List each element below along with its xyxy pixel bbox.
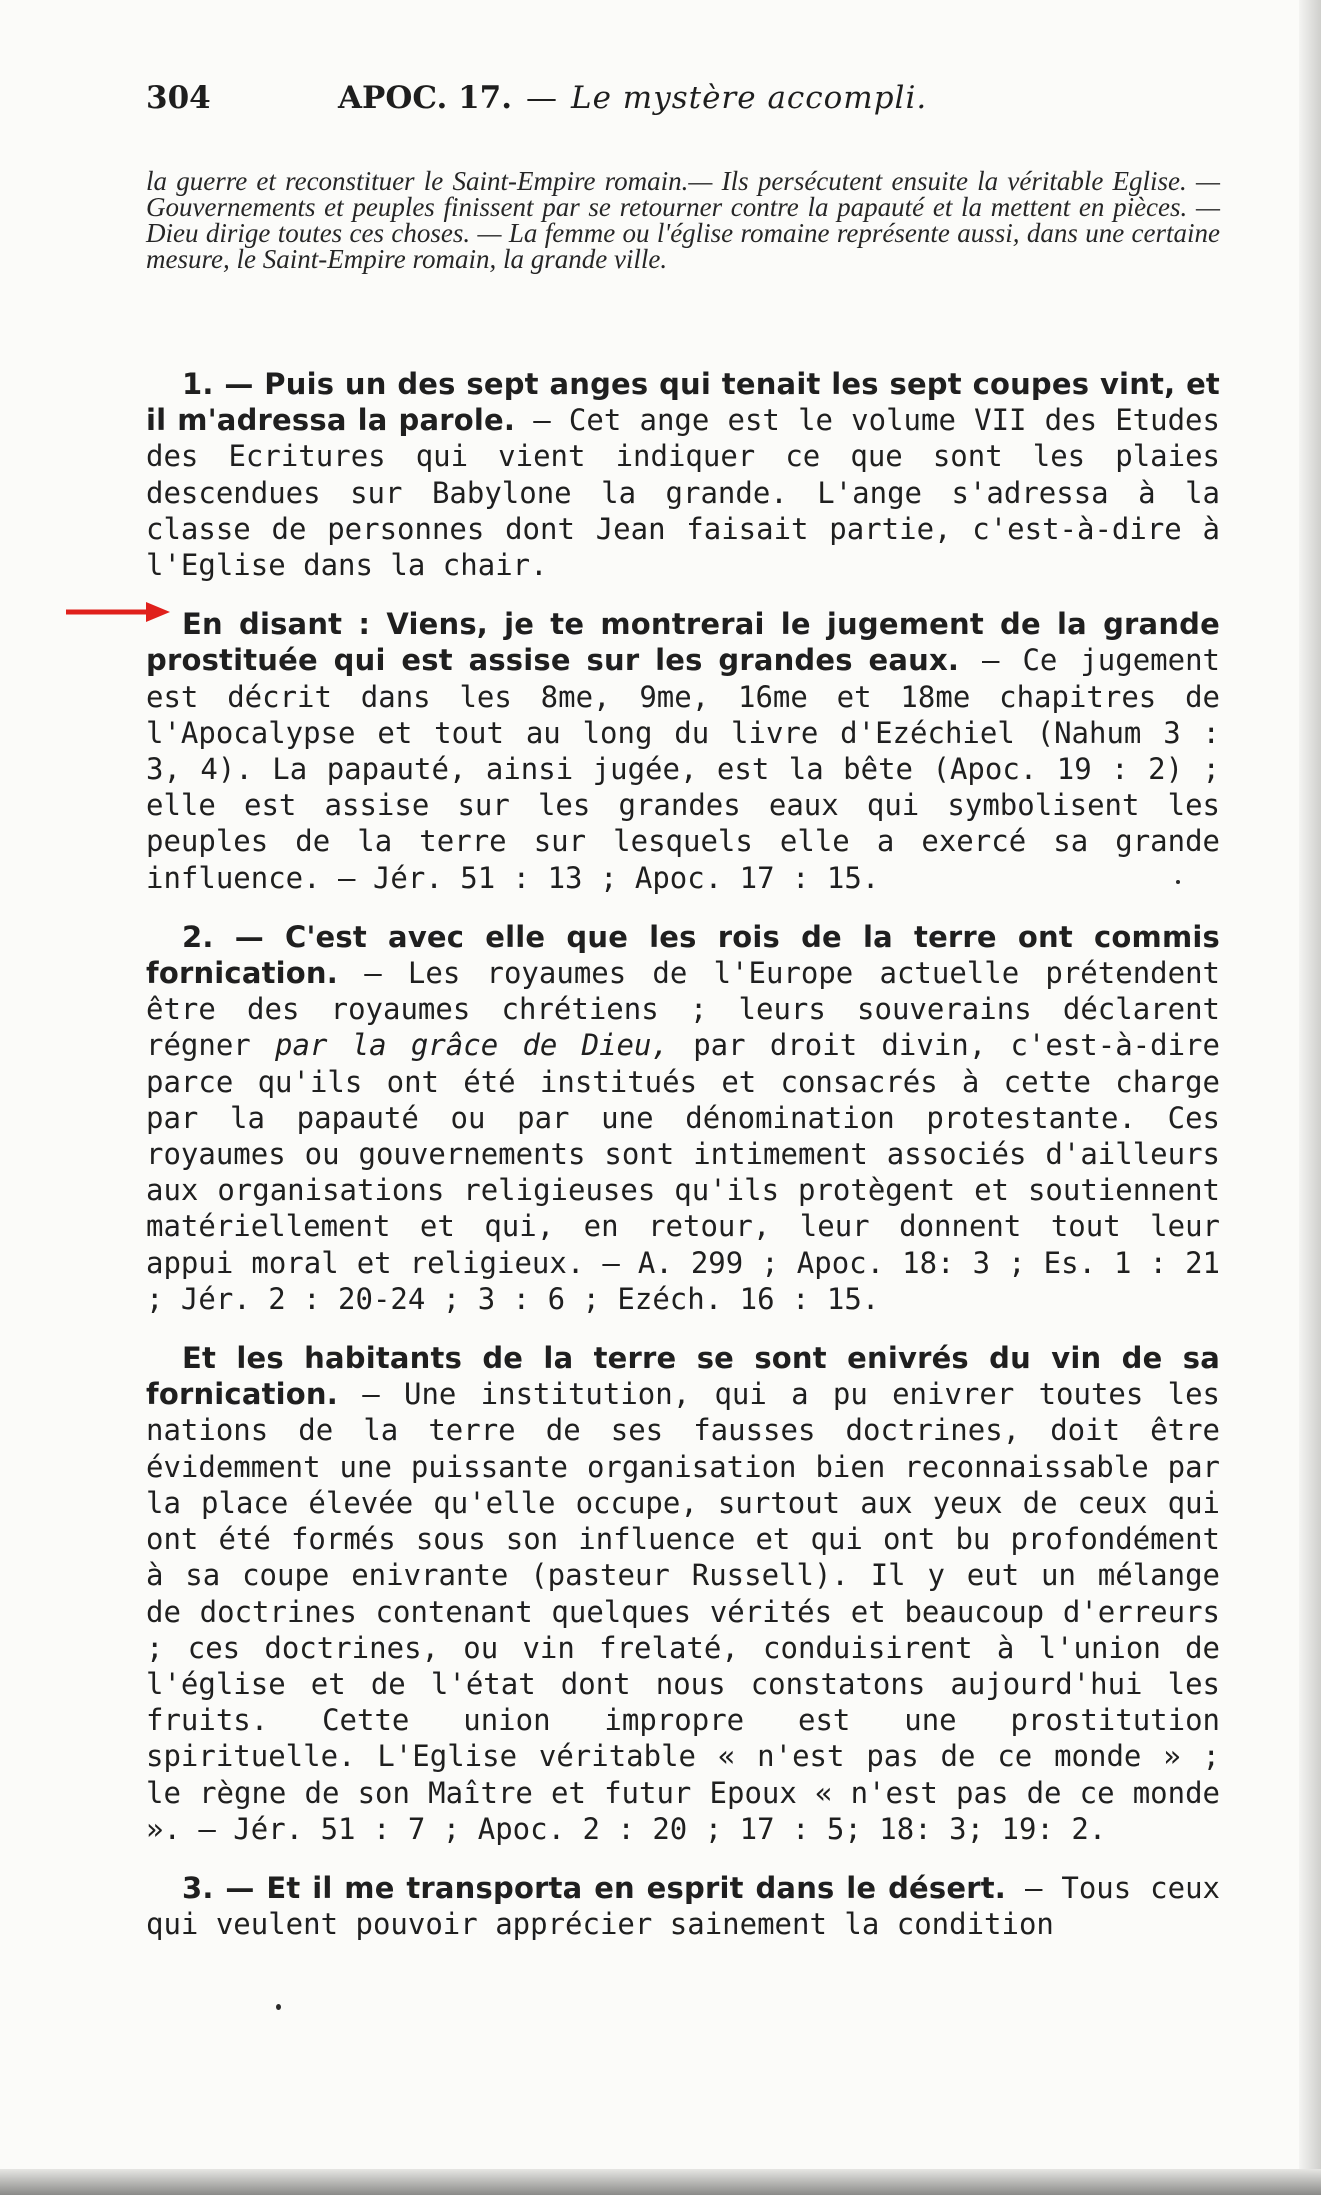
italic-phrase: par la grâce de Dieu, <box>275 1028 669 1063</box>
chapter-summary: la guerre et reconstituer le Saint-Empire romain.— Ils persécutent ensuite la véritable Eglise. — Gouvernements et peuples finissent par se retourner contre la papauté et la mettent en pièces. — Dieu dirige toutes ces choses. — La femme ou l'église romaine représente aussi, dans une certaine mesure, le Saint-Empire romain, la grande ville. <box>146 166 1220 274</box>
ink-speck <box>1176 880 1180 884</box>
page-edge-shadow <box>1299 0 1321 2195</box>
commentary-text: — Ce jugement est décrit dans les 8me, 9me, 16me et 18me chapitres de l'Apocalypse et tout au long du livre d'Ezéchiel (Nahum 3 : 3, 4). La papauté, ainsi jugée, est la bête (Apoc. 19 : 2) ; elle est assise sur les grandes eaux qui symbolisent les peuples de la terre sur lesquels elle a exercé sa grande influence. — Jér. 51 : 13 ; Apoc. 17 : 15. <box>146 643 1220 895</box>
paragraph-verse-2 <box>146 919 1220 1317</box>
chapter-title: Le mystère accompli. <box>571 80 928 116</box>
paragraph-verse-1-continued <box>146 606 1220 896</box>
commentary-text: — Tous ceux qui veulent pouvoir apprécier sainement la condition <box>146 1870 1220 1942</box>
paragraph-verse-1 <box>146 366 1220 583</box>
page-number: 304 <box>146 80 211 116</box>
commentary-text: par droit divin, c'est-à-dire parce qu'ils ont été institués et consacrés à cette charge par la papauté ou par une dénomination protestante. Ces royaumes ou gouvernements sont intimement associés d'ailleurs aux organisations religieuses qu'ils protègent et soutiennent matériellement et qui, en retour, leur donnent tout leur appui moral et religieux. — A. 299 ; Apoc. 18: 3 ; Es. 1 : 21 ; Jér. 2 : 20-24 ; 3 : 6 ; Ezéch. 16 : 15. <box>146 1028 1220 1316</box>
commentary-text: — Cet ange est le volume VII des Etudes des Ecritures qui vient indiquer ce que sont les plaies descendues sur Babylone la grande. L'ange s'adressa à la classe de personnes dont Jean faisait partie, c'est-à-dire à l'Eglise dans la chair. <box>146 403 1220 583</box>
verse-text: Et les habitants de la terre se sont enivrés du vin de sa fornication. <box>146 1341 1220 1412</box>
verse-text: 1. — Puis un des sept anges qui tenait les sept coupes vint, et il m'adressa la parole. <box>146 367 1220 438</box>
paragraph-verse-3 <box>146 1870 1220 1942</box>
book-reference: APOC. 17. <box>338 80 513 116</box>
commentary-body <box>146 366 1220 1942</box>
commentary-text: — Une institution, qui a pu enivrer toutes les nations de la terre de ses fausses doctrines, doit être évidemment une puissante organisation bien reconnaissable par la place élevée qu'elle occupe, surtout aux yeux de ceux qui ont été formés sous son influence et qui ont bu profondément à sa coupe enivrante (pasteur Russell). Il y eut un mélange de doctrines contenant quelques vérités et beaucoup d'erreurs ; ces doctrines, ou vin frelaté, conduisirent à l'union de l'église et de l'état dont nous constatons aujourd'hui les fruits. Cette union impropre est une prostitution spirituelle. L'Eglise véritable « n'est pas de ce monde » ; le règne de son Maître et futur Epoux « n'est pas de ce monde ». — Jér. 51 : 7 ; Apoc. 2 : 20 ; 17 : 5; 18: 3; 19: 2. <box>146 1377 1220 1846</box>
paragraph-verse-2-continued <box>146 1340 1220 1847</box>
verse-text: 3. — Et il me transporta en esprit dans le désert. <box>182 1870 1007 1905</box>
page-bottom-edge <box>0 2169 1321 2195</box>
running-header <box>146 78 1226 118</box>
header-separator: — <box>526 80 558 116</box>
ink-speck <box>276 2004 281 2010</box>
verse-text: 2. — C'est avec elle que les rois de la terre ont commis fornication. <box>146 919 1220 991</box>
running-title <box>338 78 927 118</box>
verse-text: En disant : Viens, je te montrerai le jugement de la grande prostituée qui est assise sur les grandes eaux. <box>146 607 1220 678</box>
commentary-text: — Les royaumes de l'Europe actuelle prétendent être des royaumes chrétiens ; leurs souverains déclarent régner <box>146 956 1220 1063</box>
